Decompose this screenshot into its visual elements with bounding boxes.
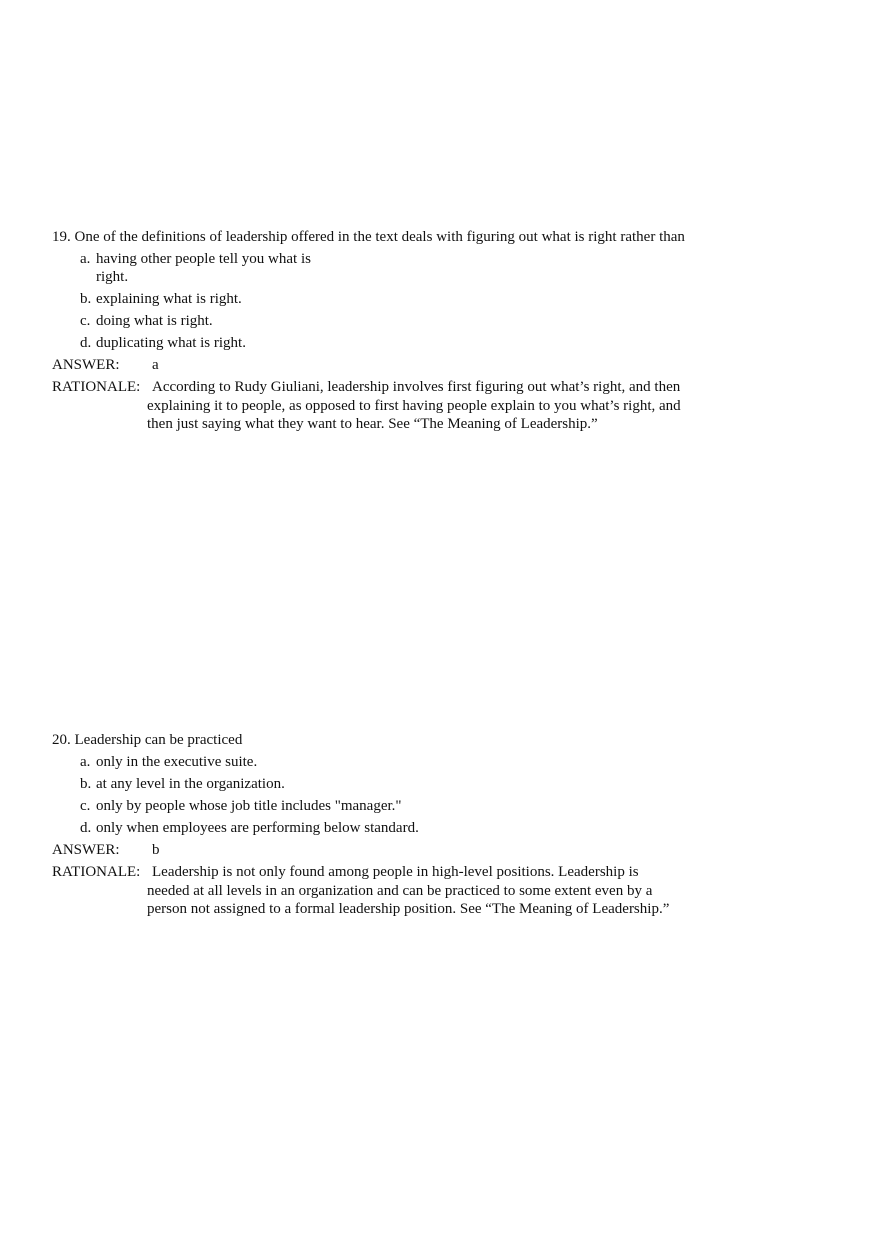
option-letter: c. — [80, 313, 91, 329]
answer-label: ANSWER: — [52, 357, 120, 373]
rationale-text: Leadership is not only found among people in high-level positions. Leadership is needed at all levels in an organization and can be practiced to some extent even by a person not assigned to a formal leadership position. See “The Meaning of Leadership.” — [147, 864, 670, 917]
option-text: explaining what is right. — [96, 291, 242, 307]
option-letter: a. — [80, 754, 91, 770]
answer-value: b — [152, 842, 160, 858]
question-19 — [52, 228, 752, 434]
option-letter: c. — [80, 798, 91, 814]
option-text: at any level in the organization. — [96, 776, 285, 792]
option-d — [80, 334, 752, 352]
option-letter: d. — [80, 820, 92, 836]
option-a — [80, 753, 752, 771]
option-letter: b. — [80, 291, 92, 307]
option-text: only by people whose job title includes "manager." — [96, 798, 402, 814]
option-d — [80, 819, 752, 837]
question-20 — [52, 731, 752, 919]
option-b — [80, 290, 752, 308]
option-c — [80, 797, 752, 815]
question-number: 19. — [52, 229, 71, 245]
question-text: Leadership can be practiced — [74, 732, 243, 748]
question-text: One of the definitions of leadership offered in the text deals with figuring out what is right rather than — [74, 229, 685, 245]
answer-row — [52, 356, 752, 375]
question-stem — [52, 731, 752, 750]
answer-value: a — [152, 357, 159, 373]
option-letter: d. — [80, 335, 92, 351]
option-b — [80, 775, 752, 793]
option-c — [80, 312, 752, 330]
option-text: doing what is right. — [96, 313, 213, 329]
option-text: duplicating what is right. — [96, 335, 246, 351]
option-a — [80, 250, 752, 286]
answer-row — [52, 841, 752, 860]
answer-label: ANSWER: — [52, 842, 120, 858]
rationale-row — [52, 378, 752, 434]
option-text: having other people tell you what is right. — [96, 251, 311, 285]
option-text: only when employees are performing below standard. — [96, 820, 419, 836]
option-text: only in the executive suite. — [96, 754, 258, 770]
options-list — [52, 250, 752, 352]
question-number: 20. — [52, 732, 71, 748]
rationale-label: RATIONALE: — [52, 379, 141, 395]
options-list — [52, 753, 752, 837]
option-letter: a. — [80, 251, 91, 267]
rationale-text: According to Rudy Giuliani, leadership involves first figuring out what’s right, and then explaining it to people, as opposed to first having people explain to you what’s right, and then just saying what they want to hear. See “The Meaning of Leadership.” — [147, 379, 681, 432]
option-letter: b. — [80, 776, 92, 792]
rationale-label: RATIONALE: — [52, 864, 141, 880]
rationale-row — [52, 863, 752, 919]
question-stem — [52, 228, 752, 247]
